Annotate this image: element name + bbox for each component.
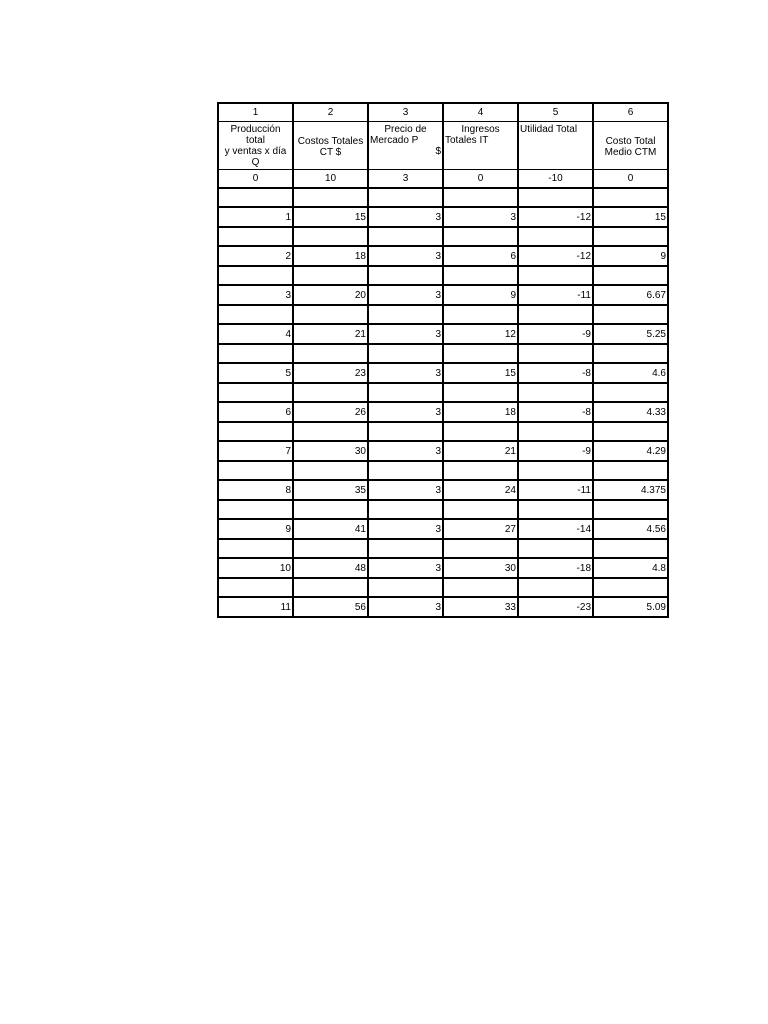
blank-row	[218, 266, 668, 285]
table-cell: 3	[368, 597, 443, 617]
column-number: 6	[593, 103, 668, 122]
table-cell: -12	[518, 246, 593, 266]
table-cell: 9	[593, 246, 668, 266]
header-line: y ventas x día	[224, 146, 287, 157]
empty-cell	[518, 266, 593, 285]
empty-cell	[218, 344, 293, 363]
header-line: Precio de	[384, 124, 427, 135]
empty-cell	[593, 305, 668, 324]
table-cell: 15	[293, 207, 368, 227]
header-line: Utilidad Total	[520, 124, 578, 135]
table-cell: 4.29	[593, 441, 668, 461]
empty-cell	[218, 539, 293, 558]
table-cell: 30	[293, 441, 368, 461]
blank-row	[218, 227, 668, 246]
table-cell: 5.25	[593, 324, 668, 344]
table-cell: 0	[593, 170, 668, 189]
table-cell: 5	[218, 363, 293, 383]
table-cell: 7	[218, 441, 293, 461]
table-cell: -8	[518, 402, 593, 422]
empty-cell	[293, 578, 368, 597]
empty-cell	[368, 539, 443, 558]
table-cell: 4.375	[593, 480, 668, 500]
table-cell: 12	[443, 324, 518, 344]
table-row	[218, 441, 668, 461]
table-cell: 3	[368, 558, 443, 578]
empty-cell	[593, 227, 668, 246]
table-cell: 21	[293, 324, 368, 344]
table-row	[218, 246, 668, 266]
empty-cell	[293, 383, 368, 402]
header-line: Medio CTM	[604, 146, 657, 158]
empty-cell	[293, 188, 368, 207]
table-cell: -18	[518, 558, 593, 578]
table-row	[218, 597, 668, 617]
table-cell: 18	[293, 246, 368, 266]
initial-row	[218, 170, 668, 189]
table-cell: 4.6	[593, 363, 668, 383]
table-cell: 18	[443, 402, 518, 422]
empty-cell	[368, 461, 443, 480]
table-row	[218, 363, 668, 383]
table-cell: 56	[293, 597, 368, 617]
column-number: 1	[218, 103, 293, 122]
table-cell: 3	[368, 519, 443, 539]
empty-cell	[368, 422, 443, 441]
table-cell: 27	[443, 519, 518, 539]
table-cell: 33	[443, 597, 518, 617]
empty-cell	[368, 266, 443, 285]
table-cell: 41	[293, 519, 368, 539]
table-cell: 2	[218, 246, 293, 266]
table-cell: 3	[368, 363, 443, 383]
table-cell: -8	[518, 363, 593, 383]
blank-row	[218, 500, 668, 519]
empty-cell	[593, 539, 668, 558]
table-cell: 3	[368, 207, 443, 227]
empty-cell	[218, 500, 293, 519]
empty-cell	[293, 422, 368, 441]
empty-cell	[368, 344, 443, 363]
table-cell: 35	[293, 480, 368, 500]
empty-cell	[293, 227, 368, 246]
table-cell: 9	[443, 285, 518, 305]
empty-cell	[443, 227, 518, 246]
column-number: 3	[368, 103, 443, 122]
blank-row	[218, 422, 668, 441]
table-cell: 15	[593, 207, 668, 227]
empty-cell	[518, 383, 593, 402]
empty-cell	[518, 500, 593, 519]
table-row	[218, 558, 668, 578]
empty-cell	[518, 539, 593, 558]
empty-cell	[218, 461, 293, 480]
blank-row	[218, 383, 668, 402]
empty-cell	[443, 422, 518, 441]
header-ingresos-totales	[443, 122, 518, 170]
table-cell: 21	[443, 441, 518, 461]
table-cell: 6	[218, 402, 293, 422]
empty-cell	[293, 539, 368, 558]
table-row	[218, 519, 668, 539]
table-cell: -9	[518, 324, 593, 344]
header-line: $	[435, 146, 441, 157]
blank-row	[218, 539, 668, 558]
table-cell: 11	[218, 597, 293, 617]
empty-cell	[593, 500, 668, 519]
table-cell: 15	[443, 363, 518, 383]
table-row	[218, 324, 668, 344]
header-produccion	[218, 122, 293, 170]
table-cell: 3	[368, 480, 443, 500]
table-cell: 6.67	[593, 285, 668, 305]
empty-cell	[593, 461, 668, 480]
empty-cell	[218, 266, 293, 285]
empty-cell	[218, 578, 293, 597]
table-cell: 4.56	[593, 519, 668, 539]
empty-cell	[443, 305, 518, 324]
empty-cell	[293, 305, 368, 324]
table-cell: 3	[368, 324, 443, 344]
table-cell: 48	[293, 558, 368, 578]
table-row	[218, 402, 668, 422]
table-cell: 1	[218, 207, 293, 227]
empty-cell	[518, 344, 593, 363]
column-number: 5	[518, 103, 593, 122]
empty-cell	[593, 344, 668, 363]
table-cell: 4	[218, 324, 293, 344]
empty-cell	[368, 305, 443, 324]
table-cell: 3	[368, 441, 443, 461]
table-cell: 8	[218, 480, 293, 500]
table-cell: 3	[368, 170, 443, 189]
table-body	[218, 103, 668, 617]
empty-cell	[443, 578, 518, 597]
table-cell: 20	[293, 285, 368, 305]
empty-cell	[368, 188, 443, 207]
table-cell: -23	[518, 597, 593, 617]
column-number: 2	[293, 103, 368, 122]
table-row	[218, 480, 668, 500]
empty-cell	[368, 578, 443, 597]
blank-row	[218, 344, 668, 363]
table-cell: 26	[293, 402, 368, 422]
empty-cell	[443, 188, 518, 207]
empty-cell	[593, 578, 668, 597]
column-number: 4	[443, 103, 518, 122]
empty-cell	[293, 500, 368, 519]
table-cell: 0	[218, 170, 293, 189]
empty-cell	[443, 266, 518, 285]
cost-revenue-table	[217, 102, 669, 618]
empty-cell	[218, 227, 293, 246]
empty-cell	[593, 383, 668, 402]
table-cell: -9	[518, 441, 593, 461]
table-row	[218, 207, 668, 227]
blank-row	[218, 305, 668, 324]
header-line: Costos Totales	[297, 135, 364, 147]
table-cell: -11	[518, 285, 593, 305]
header-line: Producción total	[230, 124, 281, 146]
table-cell: -10	[518, 170, 593, 189]
header-line: Ingresos	[461, 124, 500, 135]
empty-cell	[443, 344, 518, 363]
header-costo-total-medio	[593, 122, 668, 170]
table-cell: 4.8	[593, 558, 668, 578]
table-cell: 0	[443, 170, 518, 189]
table-row	[218, 285, 668, 305]
header-precio-mercado	[368, 122, 443, 170]
empty-cell	[443, 461, 518, 480]
header-costos-totales	[293, 122, 368, 170]
empty-cell	[443, 500, 518, 519]
empty-cell	[368, 383, 443, 402]
empty-cell	[293, 344, 368, 363]
header-line: CT $	[319, 146, 342, 158]
table-cell: 24	[443, 480, 518, 500]
empty-cell	[593, 188, 668, 207]
table-cell: 23	[293, 363, 368, 383]
empty-cell	[593, 266, 668, 285]
empty-cell	[218, 383, 293, 402]
header-line: Totales IT	[445, 135, 489, 146]
blank-row	[218, 461, 668, 480]
empty-cell	[518, 578, 593, 597]
table-cell: 3	[443, 207, 518, 227]
empty-cell	[218, 422, 293, 441]
table-cell: 6	[443, 246, 518, 266]
table-cell: -14	[518, 519, 593, 539]
table-cell: 3	[368, 246, 443, 266]
empty-cell	[518, 422, 593, 441]
table-cell: 3	[368, 285, 443, 305]
empty-cell	[518, 227, 593, 246]
header-row	[218, 122, 668, 170]
table-cell: 10	[218, 558, 293, 578]
blank-row	[218, 578, 668, 597]
table-cell: 3	[368, 402, 443, 422]
empty-cell	[443, 539, 518, 558]
table-cell: 9	[218, 519, 293, 539]
table-cell: 10	[293, 170, 368, 189]
table-cell: 3	[218, 285, 293, 305]
empty-cell	[518, 305, 593, 324]
empty-cell	[518, 188, 593, 207]
table-cell: 5.09	[593, 597, 668, 617]
table-cell: 4.33	[593, 402, 668, 422]
empty-cell	[368, 227, 443, 246]
table-cell: 30	[443, 558, 518, 578]
table-cell: -11	[518, 480, 593, 500]
table-cell: -12	[518, 207, 593, 227]
empty-cell	[593, 422, 668, 441]
header-utilidad-total	[518, 122, 593, 170]
empty-cell	[368, 500, 443, 519]
empty-cell	[443, 383, 518, 402]
header-line: Mercado P	[370, 135, 419, 146]
empty-cell	[218, 305, 293, 324]
column-number-row	[218, 103, 668, 122]
header-line: Q	[251, 157, 260, 168]
header-line: Costo Total	[605, 135, 656, 147]
empty-cell	[518, 461, 593, 480]
empty-cell	[218, 188, 293, 207]
blank-row	[218, 188, 668, 207]
empty-cell	[293, 266, 368, 285]
empty-cell	[293, 461, 368, 480]
